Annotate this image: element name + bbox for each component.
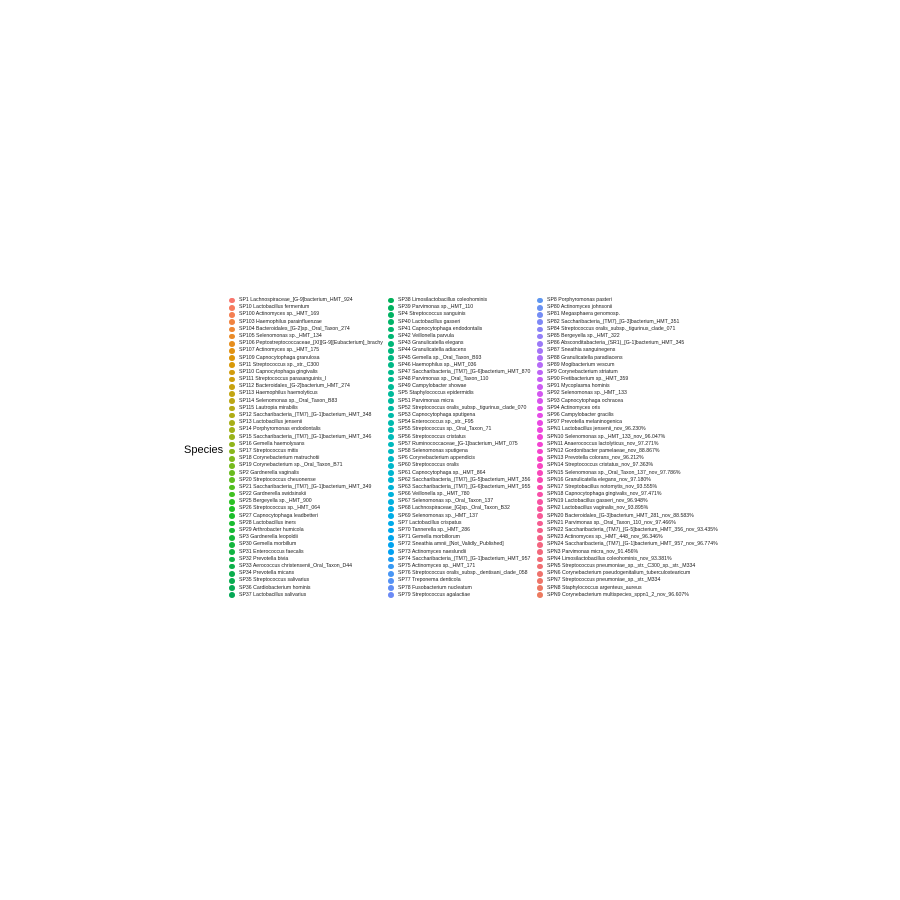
legend-key	[229, 456, 235, 462]
legend-label: SP43 Granulicatella elegans	[398, 340, 464, 347]
legend-key	[388, 549, 394, 555]
legend-label: SP1 Lachnospiraceae_[G-9]bacterium_HMT_924	[239, 297, 353, 303]
legend-label: SP97 Prevotella melaninogenica	[547, 419, 622, 426]
legend-key	[229, 384, 235, 390]
legend-label: SPN13 Prevotella colorans_nov_96.212%	[547, 455, 644, 462]
legend-key	[229, 549, 235, 555]
legend-key	[229, 434, 235, 440]
legend-label: SP63 Saccharibacteria_(TM7)_[G-6]bacterium_HMT_955	[398, 483, 531, 490]
legend-label: SP111 Streptococcus parasanguinis_I	[239, 376, 327, 383]
legend-label: SP89 Mogibacterium vescum	[547, 361, 615, 368]
legend-label: SPN9 Corynebacterium multispecies_sppn1_2_nov_96.607%	[547, 591, 689, 598]
legend-label: SP20 Streptococcus cheuonense	[239, 476, 316, 483]
legend-label: SP9 Corynebacterium striatum	[547, 368, 618, 375]
legend-key	[537, 535, 543, 541]
legend-label: SP91 Mycoplasma hominis	[547, 383, 610, 390]
legend-key	[229, 442, 235, 448]
legend-key	[537, 298, 543, 304]
legend-key	[388, 362, 394, 368]
legend-label: SP25 Bergeyella sp._HMT_900	[239, 498, 312, 505]
legend-label: SP47 Saccharibacteria_(TM7)_[G-6]bacterium_HMT_870	[398, 368, 531, 375]
legend-key	[388, 557, 394, 563]
legend-label: SP103 Haemophilus parainfluenzae	[239, 318, 322, 325]
legend-key	[537, 549, 543, 555]
legend-label: SP42 Veillonella parvula	[398, 332, 454, 339]
legend-label: SP105 Selenomonas sp._HMT_134	[239, 332, 322, 339]
legend-key	[388, 348, 394, 354]
legend-label: SP113 Haemophilus haemolyticus	[239, 390, 318, 397]
legend-label: SP28 Lactobacillus iners	[239, 519, 296, 526]
legend-key	[537, 398, 543, 404]
legend-key	[229, 413, 235, 419]
legend-key	[537, 492, 543, 498]
legend-label: SP87 Sneathia sanguinegens	[547, 347, 616, 354]
legend-label: SP37 Lactobacillus salivarius	[239, 591, 307, 598]
legend-label: SP107 Actinomyces sp._HMT_175	[239, 347, 320, 354]
legend-label: SP18 Corynebacterium matruchotii	[239, 455, 320, 462]
legend-key	[537, 571, 543, 577]
legend-title: Species	[184, 444, 224, 456]
legend-label: SP19 Corynebacterium sp._Oral_Taxon_B71	[239, 462, 343, 469]
legend-label: SPN15 Selenomonas sp._Oral_Taxon_137_nov_97.786%	[547, 469, 681, 476]
legend-key	[229, 463, 235, 469]
legend-key	[537, 499, 543, 505]
legend-key	[229, 592, 235, 598]
legend-label: SP35 Streptococcus salivarius	[239, 577, 310, 584]
legend-key	[229, 398, 235, 404]
legend-key	[388, 592, 394, 598]
legend-key	[388, 585, 394, 591]
legend-label: SPN22 Saccharibacteria_(TM7)_[G-5]bacterium_HMT_356_nov_93.435%	[547, 527, 718, 533]
legend-label: SP106 Peptostreptococcaceae_[XI][G-9][Eubacterium]_brachy	[239, 340, 383, 347]
legend-label: SP60 Streptococcus oralis	[398, 462, 459, 469]
legend-key	[537, 442, 543, 448]
legend-key	[388, 355, 394, 361]
legend-key	[388, 463, 394, 469]
legend-label: SPN6 Corynebacterium pseudogenitalium_tuberculostearicum	[547, 570, 691, 577]
legend-key	[388, 420, 394, 426]
legend-key	[388, 499, 394, 505]
legend-key	[229, 370, 235, 376]
legend-key	[229, 477, 235, 483]
legend-key	[537, 384, 543, 390]
legend-key	[537, 305, 543, 311]
legend-label: SP71 Gemella morbillorum	[398, 534, 460, 541]
legend-label: SP78 Fusobacterium nucleatum	[398, 584, 472, 591]
legend-label: SP66 Veillonella sp._HMT_780	[398, 491, 470, 498]
legend-label: SP10 Lactobacillus fermentum	[239, 304, 310, 311]
legend-key	[388, 571, 394, 577]
legend-label: SP49 Campylobacter showae	[398, 383, 467, 390]
legend-key	[388, 528, 394, 534]
legend-key	[229, 557, 235, 563]
legend-key	[229, 341, 235, 347]
legend-key	[229, 334, 235, 340]
legend-label: SP92 Selenomonas sp._HMT_133	[547, 390, 627, 397]
legend-key	[388, 391, 394, 397]
legend-label: SP93 Capnocytophaga ochracea	[547, 397, 624, 404]
legend-key	[229, 391, 235, 397]
legend-key	[229, 298, 235, 304]
legend-label: SPN4 Limosilactobacillus coleohominis_nov_93.381%	[547, 555, 672, 562]
legend-key	[388, 334, 394, 340]
legend-key	[537, 391, 543, 397]
legend-key	[537, 578, 543, 584]
legend-key	[537, 477, 543, 483]
legend-label: SP45 Gemella sp._Oral_Taxon_B93	[398, 354, 482, 361]
legend-label: SP58 Selenomonas sputigena	[398, 447, 468, 454]
legend-label: SP51 Parvimonas micra	[398, 397, 454, 404]
legend-label: SPN23 Actinomyces sp._HMT_448_nov_96.346%	[547, 534, 663, 541]
legend-label: SP79 Streptococcus agalactiae	[398, 591, 471, 598]
legend-key	[388, 398, 394, 404]
legend-key	[229, 571, 235, 577]
legend-key	[388, 485, 394, 491]
legend-label: SP39 Parvimonas sp._HMT_110	[398, 304, 474, 311]
legend-label: SP26 Streptococcus sp._HMT_064	[239, 505, 321, 512]
legend-label: SP82 Saccharibacteria_(TM7)_[G-3]bacterium_HMT_351	[547, 318, 680, 325]
legend-label: SP53 Capnocytophaga sputigena	[398, 412, 476, 418]
legend-label: SP22 Gardnerella swidsinskii	[239, 491, 307, 498]
legend-key	[537, 463, 543, 469]
legend-key	[537, 413, 543, 419]
legend-key	[388, 492, 394, 498]
legend-label: SPN7 Streptococcus pneumoniae_sp._str._M334	[547, 577, 661, 584]
legend-label: SP77 Treponema denticola	[398, 577, 461, 584]
legend-key	[388, 327, 394, 333]
legend-key	[388, 384, 394, 390]
legend-key	[537, 406, 543, 412]
legend-label: SP70 Tannerella sp._HMT_286	[398, 527, 470, 533]
legend-label: SP86 Absconditabacteria_(SR1)_[G-1]bacterium_HMT_345	[547, 340, 685, 347]
legend-key	[229, 427, 235, 433]
legend-label: SP115 Lautropia mirabilis	[239, 404, 298, 411]
legend-key	[537, 334, 543, 340]
legend-key	[229, 406, 235, 412]
legend-label: SP80 Actinomyces johnsonii	[547, 304, 613, 311]
legend-label: SP3 Gardnerella leopoldii	[239, 534, 298, 541]
legend-key	[537, 420, 543, 426]
legend-label: SP30 Gemella morbillum	[239, 541, 297, 548]
legend-label: SP88 Granulicatella paradiacens	[547, 354, 623, 361]
legend-label: SP54 Enterococcus sp._str._F95	[398, 419, 474, 426]
legend-key	[229, 470, 235, 476]
legend-key	[537, 319, 543, 325]
legend-label: SP46 Haemophilus sp._HMT_036	[398, 361, 477, 368]
legend-label: SP17 Streptococcus mitis	[239, 447, 299, 454]
legend-label: SP85 Bergeyella sp._HMT_322	[547, 332, 620, 339]
legend-key	[229, 485, 235, 491]
legend-label: SP55 Streptococcus sp._Oral_Taxon_71	[398, 426, 492, 433]
legend-key	[229, 585, 235, 591]
legend-label: SP109 Capnocytophaga granulosa	[239, 354, 320, 361]
legend-key	[388, 578, 394, 584]
legend-label: SP84 Streptococcus oralis_subsp._tigurinus_clade_071	[547, 325, 676, 332]
legend-key	[388, 305, 394, 311]
legend-label: SP8 Porphyromonas pasteri	[547, 297, 612, 303]
legend-key	[388, 521, 394, 527]
legend-key	[537, 355, 543, 361]
legend-key	[229, 319, 235, 325]
legend-key	[537, 427, 543, 433]
legend-key	[537, 506, 543, 512]
legend-label: SPN8 Staphylococcus argenteus_aureus	[547, 584, 642, 591]
legend-label: SP14 Porphyromonas endodontalis	[239, 426, 321, 433]
legend-key	[229, 362, 235, 368]
legend-label: SPN12 Gordonibacter pamelaeae_nov_88.867%	[547, 447, 660, 454]
legend-key	[537, 434, 543, 440]
legend-key	[537, 370, 543, 376]
legend-label: SP104 Bacteroidales_[G-2]sp._Oral_Taxon_274	[239, 325, 350, 332]
legend-key	[537, 521, 543, 527]
legend-key	[388, 341, 394, 347]
legend-label: SP13 Lactobacillus jensenii	[239, 419, 303, 426]
legend-label: SPN1 Lactobacillus jensenii_nov_96.230%	[547, 426, 646, 433]
legend-key	[537, 362, 543, 368]
legend-key	[229, 528, 235, 534]
legend-label: SP38 Limosilactobacillus coleohominis	[398, 297, 488, 303]
legend-key	[229, 312, 235, 318]
legend-key	[388, 312, 394, 318]
legend-label: SP21 Saccharibacteria_(TM7)_[G-1]bacterium_HMT_349	[239, 483, 372, 490]
legend-key	[229, 355, 235, 361]
legend-label: SP52 Streptococcus oralis_subsp._tigurinus_clade_070	[398, 404, 527, 411]
legend-key	[388, 427, 394, 433]
legend-label: SP44 Granulicatella adiacens	[398, 347, 467, 354]
legend-key	[537, 485, 543, 491]
legend-label: SPN16 Granulicatella elegans_nov_97.180%	[547, 476, 651, 483]
legend-label: SP7 Lactobacillus crispatus	[398, 519, 462, 526]
legend-label: SPN14 Streptococcus cristatus_nov_97.363%	[547, 462, 654, 469]
legend-label: SPN17 Streptobacillus notomytis_nov_93.555%	[547, 483, 658, 490]
legend-label: SP67 Selenomonas sp._Oral_Taxon_137	[398, 498, 494, 505]
legend-key	[388, 513, 394, 519]
legend-label: SP31 Enterococcus faecalis	[239, 548, 304, 555]
legend-key	[537, 592, 543, 598]
legend-key	[537, 542, 543, 548]
legend-key	[537, 557, 543, 563]
legend-label: SP57 Ruminococcaceae_[G-1]bacterium_HMT_075	[398, 440, 518, 447]
legend-key	[537, 528, 543, 534]
legend-key	[388, 434, 394, 440]
legend-label: SP96 Campylobacter gracilis	[547, 412, 614, 418]
legend-label: SP6 Corynebacterium appendicis	[398, 455, 475, 462]
legend-label: SP73 Actinomyces naeslundii	[398, 548, 467, 555]
legend-label: SP68 Lachnospiraceae_[G]sp._Oral_Taxon_B32	[398, 505, 510, 512]
legend-key	[388, 442, 394, 448]
legend-label: SP27 Capnocytophaga leadbetteri	[239, 512, 319, 519]
legend-key	[388, 470, 394, 476]
legend-key	[388, 298, 394, 304]
legend-label: SP75 Actinomyces sp._HMT_171	[398, 562, 476, 569]
legend-label: SP81 Megasphaera genomosp.	[547, 311, 620, 318]
legend-label: SP110 Capnocytophaga gingivalis	[239, 368, 318, 375]
legend-label: SP114 Selenomonas sp._Oral_Taxon_B83	[239, 397, 338, 404]
legend-label: SP90 Fretibacterium sp._HMT_359	[547, 376, 629, 383]
legend-label: SPN10 Selenomonas sp._HMT_133_nov_96.047%	[547, 433, 666, 440]
legend-label: SP94 Actinomyces oris	[547, 404, 601, 411]
legend-key	[229, 506, 235, 512]
legend-label: SP32 Prevotella bivia	[239, 555, 289, 562]
legend-label: SPN3 Parvimonas micra_nov_91.456%	[547, 548, 639, 555]
legend-key	[537, 564, 543, 570]
legend-key	[388, 535, 394, 541]
legend-label: SPN18 Capnocytophaga gingivalis_nov_97.471%	[547, 491, 662, 498]
legend-label: SP11 Streptococcus sp._str._C300	[239, 361, 320, 368]
legend-key	[537, 470, 543, 476]
legend-label: SP16 Gemella haemolysans	[239, 440, 305, 447]
legend-label: SPN20 Bacteroidales_[G-3]bacterium_HMT_281_nov_88.583%	[547, 512, 694, 519]
legend-label: SP74 Saccharibacteria_(TM7)_[G-1]bacterium_HMT_957	[398, 555, 531, 562]
legend-label: SP48 Parvimonas sp._Oral_Taxon_110	[398, 376, 489, 383]
legend-label: SP112 Bacteroidales_[G-2]bacterium_HMT_274	[239, 383, 350, 390]
legend-key	[388, 319, 394, 325]
legend-key	[388, 406, 394, 412]
legend-key	[229, 492, 235, 498]
legend-label: SPN11 Anaerococcus lactolyticus_nov_97.271%	[547, 440, 659, 447]
legend-label: SP40 Lactobacillus gasseri	[398, 318, 461, 325]
legend-key	[537, 348, 543, 354]
legend-key	[388, 449, 394, 455]
legend-key	[537, 513, 543, 519]
legend-key	[229, 499, 235, 505]
legend-label: SP36 Cardiobacterium hominis	[239, 584, 311, 591]
legend-key	[229, 348, 235, 354]
legend-label: SP72 Sneathia amnii_[Not_Validly_Published]	[398, 541, 504, 548]
legend-key	[229, 513, 235, 519]
legend-label: SP61 Capnocytophaga sp._HMT_864	[398, 469, 486, 476]
legend-key	[229, 578, 235, 584]
legend-label: SPN19 Lactobacillus gasseri_nov_96.948%	[547, 498, 648, 505]
legend-key	[229, 449, 235, 455]
legend-label: SP41 Capnocytophaga endodontalis	[398, 325, 483, 332]
legend-key	[537, 312, 543, 318]
legend-key	[537, 449, 543, 455]
legend-label: SP12 Saccharibacteria_(TM7)_[G-1]bacterium_HMT_348	[239, 412, 372, 418]
legend-key	[537, 341, 543, 347]
legend-key	[229, 377, 235, 383]
legend-label: SPN5 Streptococcus pneumoniae_sp._str._C300_sp._str._M334	[547, 562, 696, 569]
legend-label: SP69 Selenomonas sp._HMT_137	[398, 512, 478, 519]
legend-key	[537, 585, 543, 591]
legend-key	[388, 413, 394, 419]
legend-key	[229, 542, 235, 548]
legend-key	[537, 327, 543, 333]
legend-label: SPN2 Lactobacillus vaginalis_nov_93.895%	[547, 505, 649, 512]
legend-key	[388, 542, 394, 548]
legend-key	[388, 456, 394, 462]
legend-label: SP56 Streptococcus cristatus	[398, 433, 466, 440]
legend-key	[537, 456, 543, 462]
legend-label: SPN24 Saccharibacteria_(TM7)_[G-1]bacterium_HMT_957_nov_96.774%	[547, 541, 718, 548]
legend-key	[537, 377, 543, 383]
legend-key	[388, 506, 394, 512]
legend-label: SP4 Streptococcus sanguinis	[398, 311, 466, 318]
legend-label: SP100 Actinomyces sp._HMT_169	[239, 311, 320, 318]
legend-label: SP2 Gardnerella vaginalis	[239, 469, 299, 476]
legend-key	[388, 564, 394, 570]
legend-key	[229, 327, 235, 333]
legend-key	[388, 377, 394, 383]
legend-label: SP5 Staphylococcus epidermidis	[398, 390, 474, 397]
legend-key	[229, 564, 235, 570]
legend-label: SP33 Aerococcus christensenii_Oral_Taxon_D44	[239, 562, 353, 569]
legend-label: SP15 Saccharibacteria_(TM7)_[G-1]bacterium_HMT_346	[239, 433, 372, 440]
legend-label: SP76 Streptococcus oralis_subsp._dentisani_clade_058	[398, 570, 528, 577]
legend-key	[229, 535, 235, 541]
legend-key	[229, 420, 235, 426]
legend-label: SP29 Arthrobacter humicola	[239, 527, 304, 533]
legend-key	[229, 305, 235, 311]
legend-label: SP62 Saccharibacteria_(TM7)_[G-5]bacterium_HMT_356	[398, 476, 531, 483]
legend-label: SP34 Prevotella micans	[239, 570, 295, 577]
legend-key	[388, 370, 394, 376]
legend-key	[388, 477, 394, 483]
legend-key	[229, 521, 235, 527]
legend-label: SPN21 Parvimonas sp._Oral_Taxon_110_nov_97.466%	[547, 519, 676, 526]
